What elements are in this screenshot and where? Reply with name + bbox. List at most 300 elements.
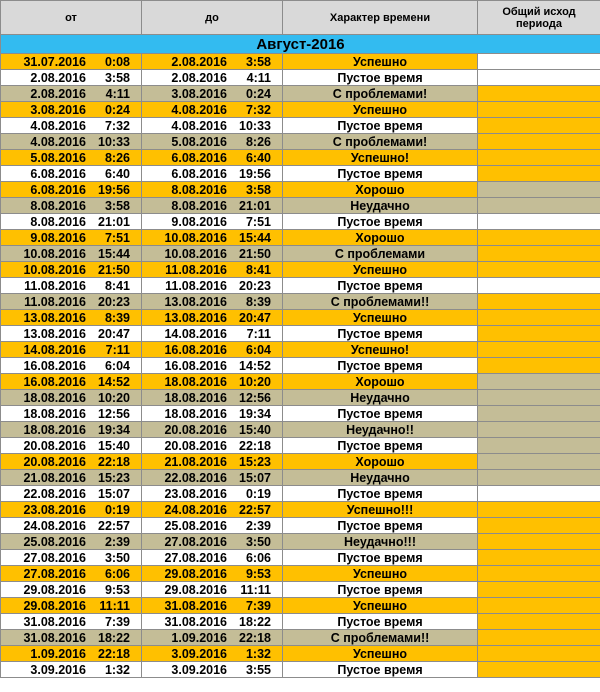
cell-to-date: 22.08.2016 [164, 470, 227, 485]
cell-from-time: 7:11 [105, 342, 130, 357]
cell-from-time: 8:26 [104, 150, 130, 165]
cell-outcome[interactable] [478, 582, 600, 598]
cell-to[interactable] [142, 534, 283, 550]
cell-to[interactable] [142, 182, 283, 198]
cell-from-date: 3.09.2016 [30, 662, 86, 677]
cell-from-time: 2:39 [104, 534, 130, 549]
cell-to[interactable] [142, 278, 283, 294]
cell-from[interactable] [1, 422, 142, 438]
cell-from[interactable] [1, 486, 142, 502]
cell-character[interactable]: С проблемами! [283, 134, 478, 150]
cell-character[interactable]: Пустое время [283, 166, 478, 182]
cell-outcome[interactable] [478, 662, 600, 678]
table-row [1, 662, 600, 678]
cell-from[interactable] [1, 166, 142, 182]
cell-to-time: 20:47 [239, 310, 271, 325]
cell-to-date: 21.08.2016 [164, 454, 227, 469]
table-row [1, 454, 600, 470]
cell-from[interactable] [1, 598, 142, 614]
cell-to[interactable] [142, 86, 283, 102]
cell-to-time: 12:56 [239, 390, 271, 405]
cell-from-time: 7:32 [104, 118, 130, 133]
cell-from-date: 16.08.2016 [23, 358, 86, 373]
cell-from-date: 27.08.2016 [23, 566, 86, 581]
cell-to-time: 0:19 [245, 486, 271, 501]
cell-from-time: 12:56 [98, 406, 130, 421]
cell-outcome[interactable] [478, 470, 600, 486]
cell-to-time: 15:44 [239, 230, 271, 245]
cell-character[interactable]: Пустое время [283, 118, 478, 134]
cell-to[interactable] [142, 518, 283, 534]
table-row [1, 182, 600, 198]
cell-from-time: 6:06 [104, 566, 130, 581]
cell-from[interactable] [1, 454, 142, 470]
cell-to[interactable] [142, 390, 283, 406]
cell-to-time: 1:32 [245, 646, 271, 661]
cell-from-date: 3.08.2016 [30, 102, 86, 117]
cell-to[interactable] [142, 342, 283, 358]
cell-outcome[interactable] [478, 70, 600, 86]
cell-outcome[interactable] [478, 198, 600, 214]
cell-to[interactable] [142, 406, 283, 422]
cell-to-date: 23.08.2016 [164, 486, 227, 501]
table-row [1, 102, 600, 118]
cell-to[interactable] [142, 566, 283, 582]
table-row [1, 598, 600, 614]
cell-from-time: 19:56 [98, 182, 130, 197]
cell-to-date: 16.08.2016 [164, 342, 227, 357]
cell-character[interactable]: Успешно [283, 262, 478, 278]
cell-from-time: 21:50 [98, 262, 130, 277]
cell-from-date: 20.08.2016 [23, 438, 86, 453]
cell-to-date: 4.08.2016 [171, 102, 227, 117]
cell-from-time: 18:22 [98, 630, 130, 645]
cell-from-date: 8.08.2016 [30, 214, 86, 229]
cell-character[interactable]: Успешно [283, 598, 478, 614]
cell-from-time: 7:39 [104, 614, 130, 629]
table-row [1, 486, 600, 502]
cell-to[interactable] [142, 582, 283, 598]
cell-to[interactable] [142, 118, 283, 134]
cell-character[interactable]: Успешно [283, 646, 478, 662]
cell-from[interactable] [1, 406, 142, 422]
cell-from[interactable] [1, 102, 142, 118]
cell-to-time: 3:55 [245, 662, 271, 677]
cell-from[interactable] [1, 70, 142, 86]
cell-outcome[interactable] [478, 454, 600, 470]
cell-to[interactable] [142, 310, 283, 326]
cell-character[interactable]: Успешно! [283, 150, 478, 166]
cell-character[interactable]: Пустое время [283, 438, 478, 454]
table-row [1, 326, 600, 342]
cell-to[interactable] [142, 70, 283, 86]
cell-to-date: 3.08.2016 [171, 86, 227, 101]
table-row [1, 358, 600, 374]
cell-outcome[interactable] [478, 422, 600, 438]
cell-to-date: 6.08.2016 [171, 150, 227, 165]
cell-to-time: 6:40 [245, 150, 271, 165]
cell-from-time: 15:23 [98, 470, 130, 485]
cell-outcome[interactable] [478, 230, 600, 246]
table-row [1, 518, 600, 534]
cell-to-time: 21:50 [239, 246, 271, 261]
cell-outcome[interactable] [478, 86, 600, 102]
cell-character[interactable]: Пустое время [283, 486, 478, 502]
cell-outcome[interactable] [478, 598, 600, 614]
cell-from-time: 8:41 [104, 278, 130, 293]
cell-to-time: 14:52 [239, 358, 271, 373]
cell-to[interactable] [142, 422, 283, 438]
cell-from-date: 29.08.2016 [23, 598, 86, 613]
cell-character[interactable]: Хорошо [283, 454, 478, 470]
header-outcome[interactable]: Общий исход периода [478, 1, 600, 35]
cell-from[interactable] [1, 502, 142, 518]
cell-to[interactable] [142, 150, 283, 166]
cell-outcome[interactable] [478, 166, 600, 182]
cell-to-time: 6:06 [245, 550, 271, 565]
cell-outcome[interactable] [478, 54, 600, 70]
cell-from[interactable] [1, 630, 142, 646]
cell-from[interactable] [1, 326, 142, 342]
cell-from-date: 13.08.2016 [23, 310, 86, 325]
cell-outcome[interactable] [478, 630, 600, 646]
cell-from-time: 3:58 [104, 198, 130, 213]
cell-character[interactable]: Успешно! [283, 342, 478, 358]
cell-to[interactable] [142, 134, 283, 150]
cell-character[interactable]: Пустое время [283, 214, 478, 230]
cell-from[interactable] [1, 518, 142, 534]
cell-from[interactable] [1, 374, 142, 390]
table-row [1, 198, 600, 214]
cell-to[interactable] [142, 614, 283, 630]
cell-character[interactable]: Пустое время [283, 278, 478, 294]
cell-character[interactable]: Успешно [283, 54, 478, 70]
cell-to-date: 20.08.2016 [164, 422, 227, 437]
cell-character[interactable]: Пустое время [283, 582, 478, 598]
cell-to-date: 13.08.2016 [164, 310, 227, 325]
cell-character[interactable]: Хорошо [283, 374, 478, 390]
cell-to-date: 27.08.2016 [164, 550, 227, 565]
cell-to[interactable] [142, 646, 283, 662]
cell-to[interactable] [142, 486, 283, 502]
table-row [1, 534, 600, 550]
table-row [1, 614, 600, 630]
table-row [1, 550, 600, 566]
cell-to-date: 4.08.2016 [171, 118, 227, 133]
month-row [1, 35, 600, 54]
cell-from-time: 9:53 [104, 582, 130, 597]
cell-from-date: 6.08.2016 [30, 166, 86, 181]
cell-from-time: 0:19 [104, 502, 130, 517]
cell-to-time: 15:23 [239, 454, 271, 469]
cell-from-time: 22:18 [98, 646, 130, 661]
cell-outcome[interactable] [478, 294, 600, 310]
cell-from[interactable] [1, 582, 142, 598]
cell-to-date: 5.08.2016 [171, 134, 227, 149]
cell-from-date: 11.08.2016 [24, 278, 86, 293]
cell-from-time: 6:04 [104, 358, 130, 373]
cell-to-time: 8:41 [245, 262, 271, 277]
cell-character[interactable]: Неудачно [283, 198, 478, 214]
table-row [1, 406, 600, 422]
cell-from-time: 15:44 [98, 246, 130, 261]
cell-to[interactable] [142, 214, 283, 230]
cell-from-time: 3:50 [104, 550, 130, 565]
cell-outcome[interactable] [478, 374, 600, 390]
cell-from[interactable] [1, 390, 142, 406]
table-row [1, 470, 600, 486]
cell-character[interactable]: Пустое время [283, 614, 478, 630]
cell-from-date: 31.08.2016 [23, 630, 86, 645]
cell-to-time: 2:39 [245, 518, 271, 533]
cell-to[interactable] [142, 166, 283, 182]
cell-outcome[interactable] [478, 134, 600, 150]
cell-character[interactable]: Пустое время [283, 662, 478, 678]
cell-to-time: 3:58 [245, 54, 271, 69]
table-row [1, 422, 600, 438]
cell-outcome[interactable] [478, 550, 600, 566]
cell-character[interactable]: Пустое время [283, 406, 478, 422]
cell-to-date: 8.08.2016 [171, 182, 227, 197]
cell-from-date: 27.08.2016 [23, 550, 86, 565]
cell-character[interactable]: Успешно!!! [283, 502, 478, 518]
cell-to[interactable] [142, 54, 283, 70]
cell-from-time: 14:52 [98, 374, 130, 389]
cell-from[interactable] [1, 358, 142, 374]
cell-from-date: 8.08.2016 [30, 198, 86, 213]
cell-to-time: 15:07 [239, 470, 271, 485]
cell-from[interactable] [1, 310, 142, 326]
cell-outcome[interactable] [478, 262, 600, 278]
cell-from[interactable] [1, 118, 142, 134]
cell-to-date: 14.08.2016 [164, 326, 227, 341]
header-character[interactable]: Характер времени [283, 1, 478, 35]
cell-from[interactable] [1, 294, 142, 310]
cell-from[interactable] [1, 150, 142, 166]
cell-character[interactable]: Пустое время [283, 70, 478, 86]
cell-from[interactable] [1, 614, 142, 630]
cell-to[interactable] [142, 294, 283, 310]
cell-character[interactable]: С проблемами [283, 246, 478, 262]
cell-to-date: 8.08.2016 [171, 198, 227, 213]
cell-character[interactable]: Хорошо [283, 230, 478, 246]
cell-to[interactable] [142, 470, 283, 486]
cell-outcome[interactable] [478, 502, 600, 518]
table-row [1, 278, 600, 294]
cell-from[interactable] [1, 566, 142, 582]
cell-to[interactable] [142, 358, 283, 374]
cell-outcome[interactable] [478, 646, 600, 662]
cell-from-date: 20.08.2016 [23, 454, 86, 469]
header-to[interactable]: до [142, 1, 283, 35]
cell-to-date: 10.08.2016 [164, 230, 227, 245]
cell-outcome[interactable] [478, 390, 600, 406]
cell-from-time: 0:24 [104, 102, 130, 117]
cell-from[interactable] [1, 246, 142, 262]
cell-to-date: 24.08.2016 [164, 502, 227, 517]
cell-to-date: 10.08.2016 [164, 246, 227, 261]
cell-character[interactable]: С проблемами! [283, 86, 478, 102]
cell-character[interactable]: Успешно [283, 102, 478, 118]
month-title[interactable]: Август-2016 [1, 35, 600, 54]
table-row [1, 630, 600, 646]
cell-to-time: 7:39 [245, 598, 271, 613]
cell-to-date: 18.08.2016 [164, 390, 227, 405]
cell-character[interactable]: Хорошо [283, 182, 478, 198]
cell-character[interactable]: С проблемами!! [283, 630, 478, 646]
cell-to-date: 18.08.2016 [164, 406, 227, 421]
cell-outcome[interactable] [478, 614, 600, 630]
cell-character[interactable]: Неудачно [283, 390, 478, 406]
cell-to-date: 18.08.2016 [164, 374, 227, 389]
cell-from-date: 5.08.2016 [30, 150, 86, 165]
cell-from-time: 1:32 [104, 662, 130, 677]
cell-from-date: 24.08.2016 [23, 518, 86, 533]
cell-outcome[interactable] [478, 310, 600, 326]
cell-outcome[interactable] [478, 182, 600, 198]
cell-character[interactable]: Успешно [283, 566, 478, 582]
cell-outcome[interactable] [478, 150, 600, 166]
header-row [1, 1, 600, 35]
table-row [1, 150, 600, 166]
cell-to[interactable] [142, 102, 283, 118]
cell-to[interactable] [142, 374, 283, 390]
table-row [1, 310, 600, 326]
cell-from[interactable] [1, 134, 142, 150]
cell-character[interactable]: Пустое время [283, 326, 478, 342]
cell-to-time: 8:39 [245, 294, 271, 309]
cell-from[interactable] [1, 54, 142, 70]
cell-to-time: 20:23 [239, 278, 271, 293]
cell-from[interactable] [1, 214, 142, 230]
cell-outcome[interactable] [478, 566, 600, 582]
cell-to[interactable] [142, 630, 283, 646]
cell-from[interactable] [1, 278, 142, 294]
cell-outcome[interactable] [478, 102, 600, 118]
cell-from-date: 23.08.2016 [23, 502, 86, 517]
cell-to-time: 3:50 [245, 534, 271, 549]
cell-outcome[interactable] [478, 326, 600, 342]
cell-character[interactable]: Неудачно [283, 470, 478, 486]
cell-from-date: 6.08.2016 [30, 182, 86, 197]
cell-from-time: 7:51 [104, 230, 130, 245]
cell-outcome[interactable] [478, 518, 600, 534]
cell-to-time: 22:57 [239, 502, 271, 517]
table-row [1, 134, 600, 150]
cell-to[interactable] [142, 246, 283, 262]
cell-to[interactable] [142, 454, 283, 470]
cell-from-time: 22:57 [98, 518, 130, 533]
cell-from[interactable] [1, 534, 142, 550]
cell-from[interactable] [1, 230, 142, 246]
cell-from-date: 4.08.2016 [30, 134, 86, 149]
cell-outcome[interactable] [478, 534, 600, 550]
cell-from[interactable] [1, 182, 142, 198]
cell-character[interactable]: Успешно [283, 310, 478, 326]
cell-outcome[interactable] [478, 278, 600, 294]
cell-outcome[interactable] [478, 438, 600, 454]
cell-to-time: 18:22 [239, 614, 271, 629]
cell-from-date: 21.08.2016 [23, 470, 86, 485]
cell-outcome[interactable] [478, 358, 600, 374]
cell-from[interactable] [1, 86, 142, 102]
cell-outcome[interactable] [478, 214, 600, 230]
cell-to[interactable] [142, 662, 283, 678]
table-row [1, 566, 600, 582]
cell-to-date: 11.08.2016 [165, 262, 227, 277]
cell-character[interactable]: Пустое время [283, 518, 478, 534]
cell-outcome[interactable] [478, 342, 600, 358]
cell-outcome[interactable] [478, 118, 600, 134]
cell-to-time: 3:58 [245, 182, 271, 197]
cell-from[interactable] [1, 662, 142, 678]
cell-to-date: 31.08.2016 [164, 598, 227, 613]
cell-from-time: 8:39 [104, 310, 130, 325]
cell-to[interactable] [142, 598, 283, 614]
cell-to[interactable] [142, 550, 283, 566]
cell-to-time: 10:33 [239, 118, 271, 133]
cell-character[interactable]: Пустое время [283, 358, 478, 374]
cell-from[interactable] [1, 550, 142, 566]
table-row [1, 342, 600, 358]
cell-from-date: 9.08.2016 [30, 230, 86, 245]
cell-to-time: 22:18 [239, 630, 271, 645]
cell-from[interactable] [1, 438, 142, 454]
cell-to[interactable] [142, 438, 283, 454]
cell-to[interactable] [142, 198, 283, 214]
cell-from-date: 14.08.2016 [23, 342, 86, 357]
cell-from[interactable] [1, 342, 142, 358]
cell-character[interactable]: Пустое время [283, 550, 478, 566]
cell-character[interactable]: Неудачно!!! [283, 534, 478, 550]
table-row [1, 214, 600, 230]
cell-from-time: 15:07 [98, 486, 130, 501]
header-from[interactable]: от [1, 1, 142, 35]
table-row [1, 54, 600, 70]
cell-from-date: 1.09.2016 [30, 646, 86, 661]
cell-from-date: 22.08.2016 [23, 486, 86, 501]
cell-to[interactable] [142, 262, 283, 278]
cell-to[interactable] [142, 502, 283, 518]
cell-outcome[interactable] [478, 486, 600, 502]
cell-from[interactable] [1, 262, 142, 278]
cell-to-time: 7:32 [245, 102, 271, 117]
cell-character[interactable]: Неудачно!! [283, 422, 478, 438]
cell-from-time: 0:08 [104, 54, 130, 69]
cell-from-time: 15:40 [98, 438, 130, 453]
cell-from[interactable] [1, 470, 142, 486]
cell-to-date: 9.08.2016 [171, 214, 227, 229]
cell-from-time: 4:11 [105, 86, 130, 101]
cell-from[interactable] [1, 646, 142, 662]
cell-outcome[interactable] [478, 246, 600, 262]
cell-to-time: 8:26 [245, 134, 271, 149]
table-row [1, 582, 600, 598]
cell-to[interactable] [142, 326, 283, 342]
table-row [1, 438, 600, 454]
cell-to[interactable] [142, 230, 283, 246]
cell-character[interactable]: С проблемами!! [283, 294, 478, 310]
table-row [1, 246, 600, 262]
cell-to-date: 27.08.2016 [164, 534, 227, 549]
cell-outcome[interactable] [478, 406, 600, 422]
cell-from-time: 10:20 [98, 390, 130, 405]
table-row [1, 390, 600, 406]
cell-from[interactable] [1, 198, 142, 214]
cell-from-date: 13.08.2016 [23, 326, 86, 341]
cell-to-time: 19:56 [239, 166, 271, 181]
cell-from-date: 2.08.2016 [30, 86, 86, 101]
